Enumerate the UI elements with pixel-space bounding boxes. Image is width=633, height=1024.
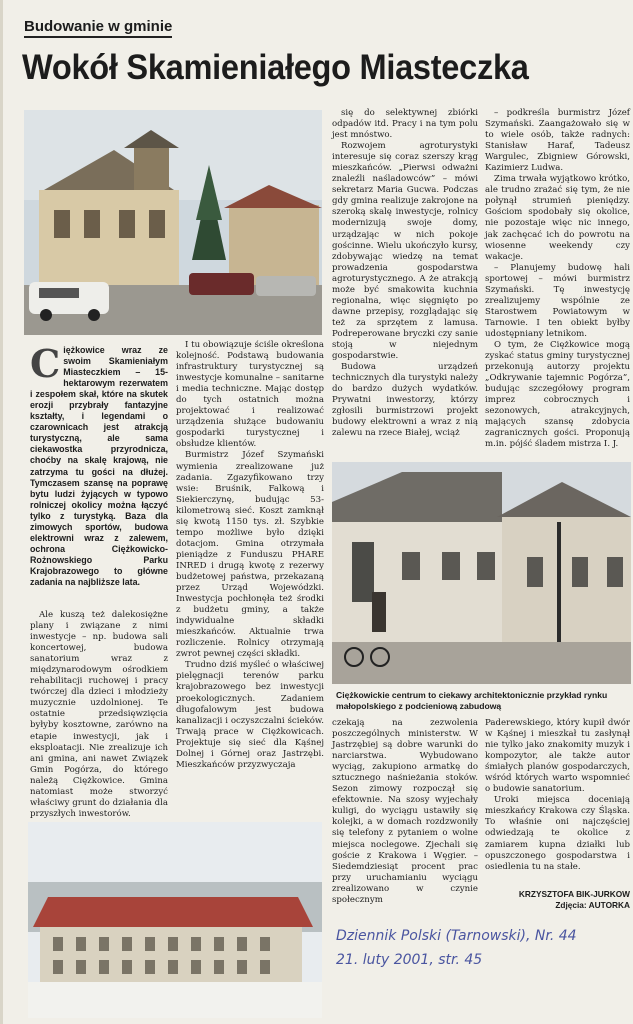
photo-town-buildings bbox=[24, 110, 322, 335]
paragraph: Uroki miejsca doceniają mieszkańcy Krakowa czy Śląska. To właśnie oni najczęściej odwiedzają te okolice z zamiarem kupna działki lub opuszczonego gospodarstwa i osiedlenia tu na stałe. bbox=[485, 795, 630, 872]
column-4-continued bbox=[485, 718, 630, 888]
photo-caption: Ciężkowickie centrum to ciekawy architektonicznie przykład rynku małopolskiego z podcieniową zabudową bbox=[336, 690, 608, 711]
lead-paragraph bbox=[30, 341, 168, 603]
paragraph: Zima trwała wyjątkowo krótko, ale trudno zrażać się tym, że nie połynął strumień pieniędzy. Gościom spodobały się okolice, nie pozostaje więc nic innego, jak zachęcać ich do powrotu na wiosenne weekendy czy wakacje. bbox=[485, 174, 630, 262]
paragraph: Budowa urządzeń technicznych dla turystyki należy do bardzo dużych wydatków. Prywatni inwestorzy, którzy zgłosili burmistrzowi projekt budowy elektrowni a wraz z nią zalewu na rzece Białej, wciąż bbox=[332, 362, 478, 439]
column-4 bbox=[485, 108, 630, 453]
column-2 bbox=[176, 340, 324, 816]
paragraph: Trudno dziś myśleć o właściwej pielęgnacji terenów parku krajobrazowego bez inwestycji proekologicznych. Zadaniem długofalowym jest budowa kanalizacji i oczyszczalni ścieków. Trwają prace w Ciężkowicach. Projektuje się sieć dla Kąśnej Dolnej i Górnej oraz Jastrzębi. Mieszkańców przyzwyczaja bbox=[176, 660, 324, 770]
paragraph: Burmistrz Józef Szymański wymienia zrealizowane już zadania. Zgazyfikowano trzy wsie: Bruśnik, Falkową i Siekierczynę, budując 53-kilometrową sieć. Koszt zamknął się kwotą 1150 tys. zł. Szybkie tempo możliwe było dzięki dotacjom. Gmina otrzymała pieniądze z Funduszu PHARE INRED i drugą kwotę z rezerwy budżetowej państwa, przekazaną przez Urząd Wojewódzki. Inwestycja pochłonęła też środki z budżetu gminy, a także indywidualne składki mieszkańców. Aktualnie trwa rozliczenie. Rolnicy otrzymają zwrot pewnej części składki. bbox=[176, 450, 324, 660]
lead-text: iężkowice wraz ze swoim Skamieniałym Miasteczkiem – 15-hektarowym rezerwatem i zespołem skał, które na skutek erozji przybrały fantazyjne kształty, i legendami o czarownicach jest atrakcją turystyczną, ale sama ciekawostka przyrodnicza, choćby na skalę krajową, nie zatrzyma tu gości na dłużej. Tymczasem szansę na poprawę bytu ludzi żyjących w typowo rolniczej okolicy można łączyć tylko z turystyką. Baza dla zimowych sportów, budowa elektrowni wraz z zalewem, ochrona Ciężkowicko-Rożnowskiego Parku Krajobrazowego to główne zadania na najbliższe lata. bbox=[30, 345, 168, 587]
paragraph: – Planujemy budowę hali sportowej – mówi burmistrz Szymański. Tę inwestycję zrealizujemy wspólnie ze Starostwem Powiatowym w Tarnowie. I ten obiekt byłby udostępniany letnikom. bbox=[485, 262, 630, 339]
paragraph: I tu obowiązuje ściśle określona kolejność. Podstawą budowania infrastruktury turystycznej są inwestycje komunalne – sanitarne i media techniczne. Mając dostęp do tych ostatnich można projektować i realizować urządzenia służące budowaniu gospodarki turystycznej i obsłudze klientów. bbox=[176, 340, 324, 450]
byline bbox=[470, 889, 630, 911]
paragraph: Ale kuszą też dalekosiężne plany i związane z nimi inwestycje – np. budowa sali koncertowej, budowa sanatorium wraz z międzynarodowym ośrodkiem rehabilitacji ruchowej i pracy twórczej dla dzieci i młodzieży muzycznie uzdolnionej. Te ostatnie przedsięwzięcia byłyby kosztowne, zarówno na etapie inwestycji, jak i eksploatacji. Nie zrealizuje ich ani gmina, ani nawet Związek Gmin Pogórza, do którego należą Ciężkowice. Gmina natomiast może stworzyć właściwy grunt do działania dla przyszłych inwestorów. bbox=[30, 610, 168, 819]
paragraph: Rozwojem agroturystyki interesuje się coraz szerszy krąg mieszkańców. „Pierwsi odważni znaleźli naśladowców” – mówi sekretarz Maria Gucwa. Podczas gdy gmina realizuje zakrojone na szeroką skalę inwestycje, rolnicy modernizują swoje domy, urządzając w nich pokoje gościnne. Wielu ukończyło kursy, zdobywając wiedzę na temat prowadzenia gospodarstwa agroturystycznego. A że atrakcją może być smakowita kuchnia regionalna, więc sięgnięto po dawne przepisy, rozglądając się też za sprzętem z lamusa. Podreperowane bryczki czy sanie stoją w niejednym gospodarstwie. bbox=[332, 141, 478, 362]
byline-photos: Zdjęcia: AUTORKA bbox=[555, 900, 630, 910]
paragraph: Paderewskiego, który kupił dwór w Kąśnej i mieszkał tu zasłynął nie tylko jako znakomity muzyk i kompozytor, ale także autor śmiałych planów gospodarczych, wśród których warto wspomnieć o budowie sanatorium. bbox=[485, 718, 630, 795]
column-3-continued bbox=[332, 718, 478, 918]
headline: Wokół Skamieniałego Miasteczka bbox=[22, 48, 529, 87]
paragraph: O tym, że Ciężkowice mogą zyskać status gminy turystycznej przekonują autorzy projektu „Odkrywanie tajemnic Pogórza”, budując szczegółowy program imprez cobrocznych i sezonowych, atrakcyjnych, mających szansę zdobycia zagranicznych gości. Proponują m.in. pójść śladem mistrza I. J. bbox=[485, 339, 630, 450]
section-rubric: Budowanie w gminie bbox=[24, 18, 172, 38]
paragraph: czekają na zezwolenia poszczególnych ministerstw. W Jastrzębiej są dobre warunki do narciarstwa. Wybudowano wyciąg, zakupiono armatkę do sztucznego naśnieżania stoków. Sezon zimowy rozpoczął się efektownie. Na szosy wyjechały kuligi, do wyciągu ustawiły się kolejki, a w domach rozdzwoniły się telefony z pytaniem o wolne miejsca noclegowe. Zjechali się goście z Krakowa i Węgier. – Siedemdziesiąt procent prac przy uruchamianiu wyciągu zrealizowano w czynie społecznym bbox=[332, 718, 478, 905]
handwritten-source-note bbox=[336, 928, 628, 968]
paragraph: się do selektywnej zbiórki odpadów itd. Pracy i na tym polu jest mnóstwo. bbox=[332, 108, 478, 141]
handwritten-line-2: 21. luty 2001, str. 45 bbox=[336, 952, 483, 968]
column-1 bbox=[30, 610, 168, 819]
photo-sanatorium bbox=[28, 822, 322, 1018]
handwritten-line-1: Dziennik Polski (Tarnowski), Nr. 44 bbox=[336, 928, 577, 944]
dropcap: C bbox=[30, 341, 61, 386]
paragraph: – podkreśla burmistrz Józef Szymański. Zaangażowało się w to wiele osób, także radnych: Stanisław Haraf, Tadeusz Wargulec, Zbigniew Górowski, Kazimierz Ludwa. bbox=[485, 108, 630, 174]
byline-author: KRZYSZTOFA BIK-JURKOW bbox=[518, 889, 630, 899]
photo-market-arcades bbox=[332, 462, 631, 684]
column-3 bbox=[332, 108, 478, 453]
